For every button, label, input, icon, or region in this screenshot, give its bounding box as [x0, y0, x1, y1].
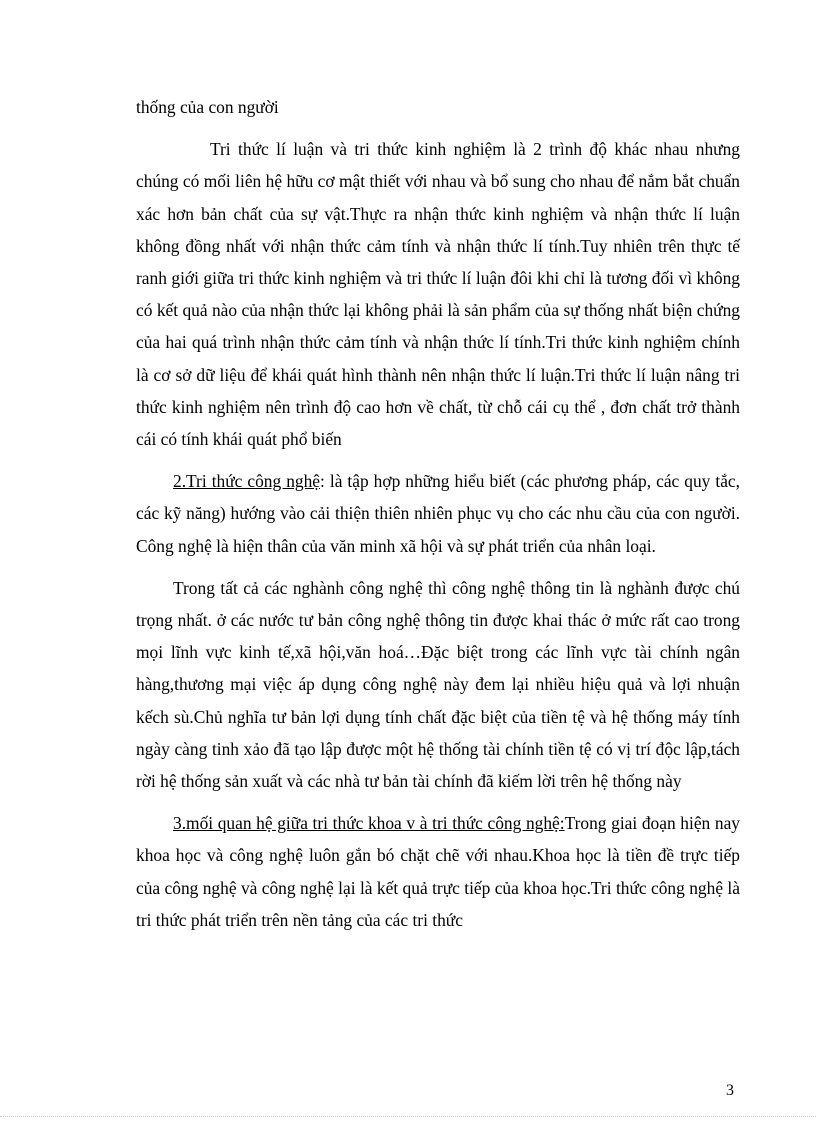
paragraph-continuation	[136, 91, 740, 123]
paragraph-text: thống của con người	[136, 97, 279, 117]
section-heading: 2.Tri thức công nghệ	[173, 471, 321, 492]
paragraph-text: Trong tất cả các nghành công nghệ thì công nghệ thông tin là nghành được chú trọng nhất. ở các nước tư bản công nghệ thông tin được khai thác ở mức rất cao trong mọi lĩnh vực kinh tế,xã hội,văn hoá…Đặc biệt trong các lĩnh vực tài chính ngân hàng,thương mại việc áp dụng công nghệ này đem lại nhiều hiệu quả và lợi nhuận kếch sù.Chủ nghĩa tư bản lợi dụng tính chất đặc biệt của tiền tệ và hệ thống máy tính ngày càng tinh xảo đã tạo lập được một hệ thống tài chính tiền tệ có vị trí độc lập,tách rời hệ thống sản xuất và các nhà tư bản tài chính đã kiếm lời trên hệ thống này	[136, 577, 740, 792]
section-heading: 3.mối quan hệ giữa tri thức khoa v à tri thức công nghệ:	[173, 813, 565, 834]
paragraph-text: : là tập hợp những hiểu biết (các phương pháp, các quy tắc, các kỹ năng) hướng vào cải thiện thiên nhiên phục vụ cho các nhu cầu của con người. Công nghệ là hiện thân của văn minh xã hội và sự phát triển của nhân loại.	[136, 471, 740, 556]
page-number: 3	[726, 1082, 734, 1099]
paragraph-knowledge-theory	[136, 133, 740, 455]
paragraph-relationship	[136, 807, 740, 936]
paragraph-text: Tri thức lí luận và tri thức kinh nghiệm là 2 trình độ khác nhau nhưng chúng có mối liên hệ hữu cơ mật thiết với nhau và bổ sung cho nhau để nắm bắt chuẩn xác hơn bản chất của sự vật.Thực ra nhận thức kinh nghiệm và nhận thức lí luận không đồng nhất với nhận thức cảm tính và nhận thức lí tính.Tuy nhiên trên thực tế ranh giới giữa tri thức kinh nghiệm và tri thức lí luận đôi khi chỉ là tương đối vì không có kết quả nào của nhận thức lại không phải là sản phẩm của sự thống nhất biện chứng của hai quá trình nhận thức cảm tính và nhận thức lí tính.Tri thức kinh nghiệm chính là cơ sở dữ liệu để khái quát hình thành nên nhận thức lí luận.Tri thức lí luận nâng tri thức kinh nghiệm nên trình độ cao hơn về chất, từ chỗ cái cụ thể , đơn chất trở thành cái có tính khái quát phổ biến	[136, 139, 740, 450]
paragraph-information-technology	[136, 572, 740, 797]
paragraph-technology-knowledge	[136, 465, 740, 562]
page-edge-divider	[0, 1116, 816, 1117]
document-body	[136, 91, 740, 946]
paragraph-text: Trong giai đoạn hiện nay khoa học và công nghệ luôn gắn bó chặt chẽ với nhau.Khoa học là tiền đề trực tiếp của công nghệ và công nghệ lại là kết quả trực tiếp của khoa học.Tri thức công nghệ là tri thức phát triển trên nền tảng của các tri thức	[136, 813, 740, 930]
